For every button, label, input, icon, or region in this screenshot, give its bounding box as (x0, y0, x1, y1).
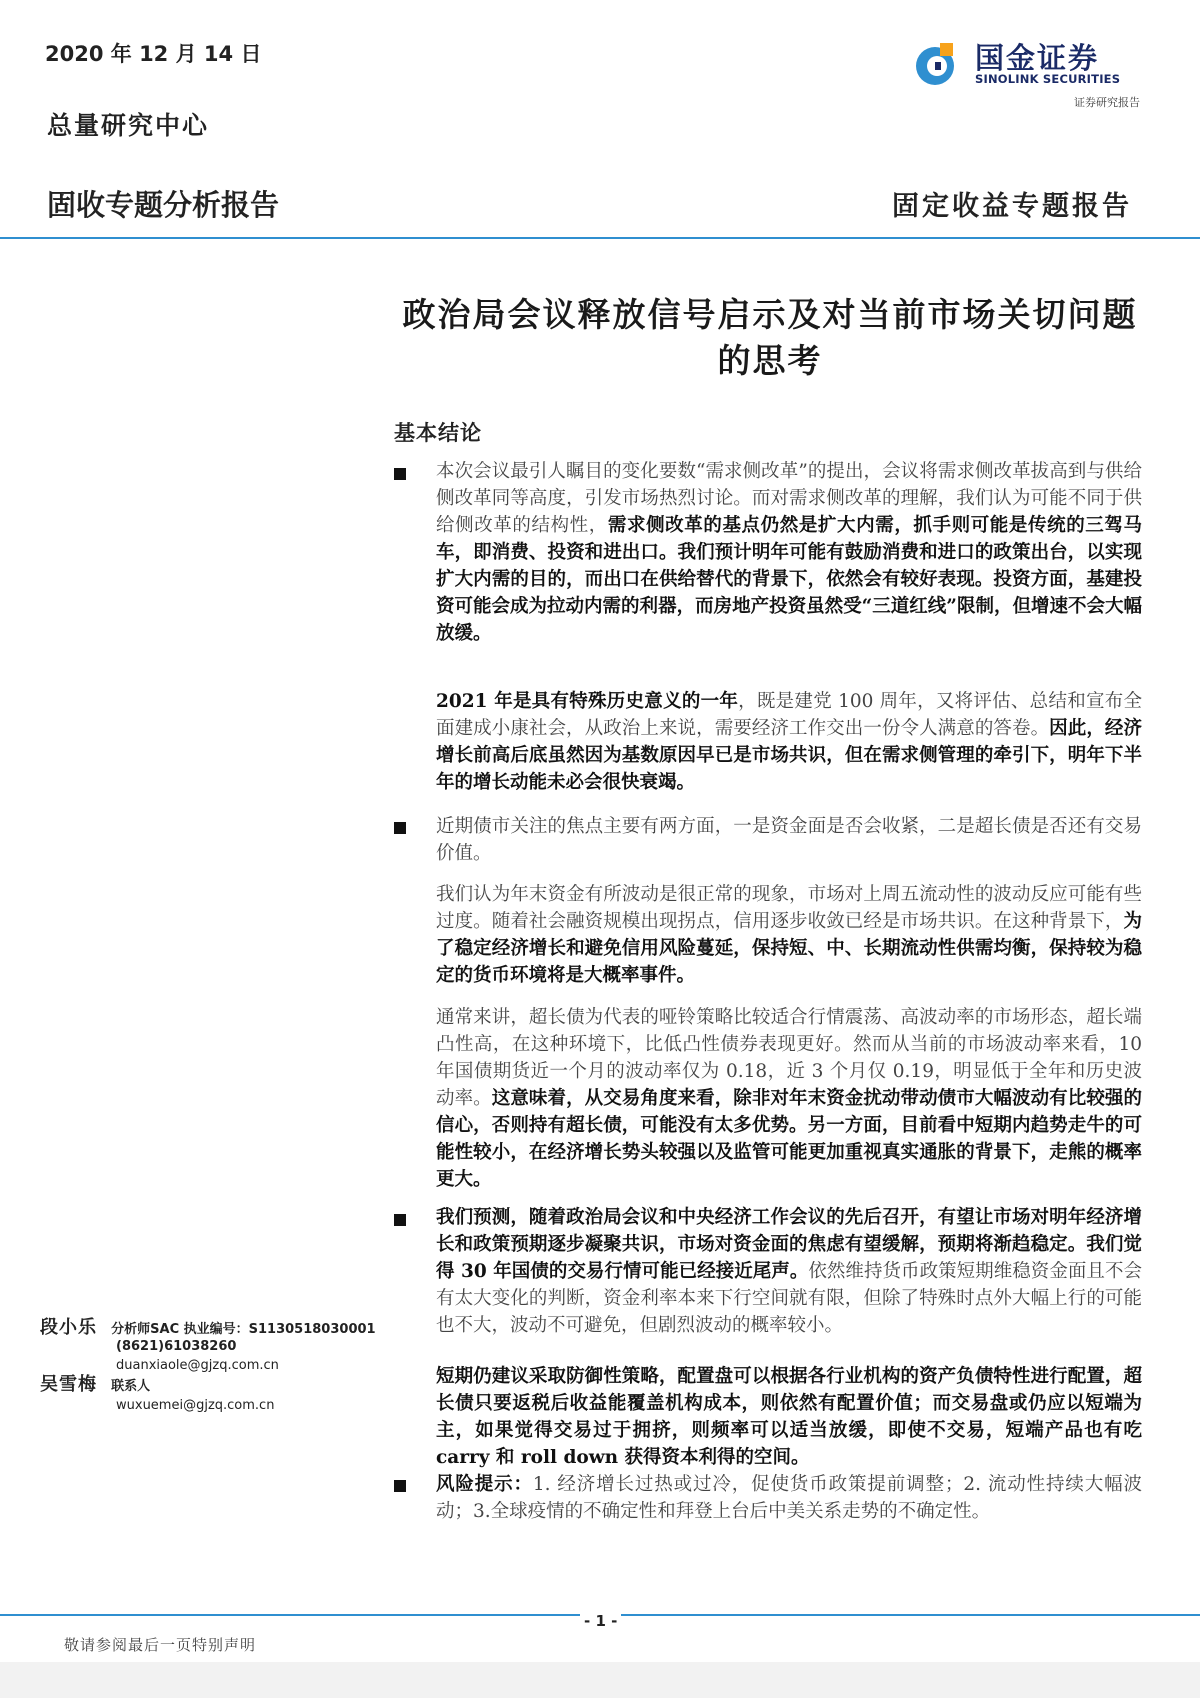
analyst-card (40, 1370, 274, 1413)
text-run: ，既是建党 100 周年，又将评估、总结和宣布全面建成小康社会，从政治上来说，需要经济工作交出一份令人满意的答卷。 (436, 691, 1142, 739)
text-run: 本次会议最引人瞩目的变化要数“需求侧改革”的提出，会议将需求侧改革拔高到与供给侧改革同等高度，引发市场热烈讨论。而对需求侧改革的理解，我们认为可能不同于供给侧改革的结构性， (436, 461, 1142, 536)
analyst-email[interactable]: wuxuemei@gjzq.com.cn (116, 1398, 275, 1413)
analyst-role: 分析师SAC 执业编号：S1130518030001 (111, 1322, 376, 1337)
paragraph (436, 1363, 1142, 1471)
paragraph (436, 688, 1142, 796)
analyst-card (40, 1313, 376, 1373)
bullet-marker (394, 1214, 406, 1226)
bold-text-run: 需求侧改革的基点仍然是扩大内需，抓手则可能是传统的三驾马车，即消费、投资和进出口。我们预计明年可能有鼓励消费和进口的政策出台，以实现扩大内需的目的，而出口在供给替代的背景下，依然会有较好表现。投资方面，基建投资可能会成为拉动内需的利器，而房地产投资虽然受“三道红线”限制，但增速不会大幅放缓。 (436, 515, 1142, 644)
text-run: 1. 经济增长过热或过冷，促使货币政策提前调整；2. 流动性持续大幅波动；3.全球疫情的不确定性和拜登上台后中美关系走势的不确定性。 (436, 1474, 1142, 1522)
report-title: 政治局会议释放信号启示及对当前市场关切问题的思考 (402, 295, 1138, 380)
disclaimer-note: 敬请参阅最后一页特别声明 (64, 1636, 257, 1654)
company-logo (913, 36, 1140, 92)
paragraph (436, 881, 1142, 989)
paragraph (436, 1004, 1142, 1193)
bold-text-run: 短期仍建议采取防御性策略，配置盘可以根据各行业机构的资产负债特性进行配置，超长债只要返税后收益能覆盖机构成本，则依然有配置价值；而交易盘或仍应以短端为主，如果觉得交易过于拥挤，则频率可以适当放缓，即使不交易，短端产品也有吃 carry 和 roll down 获得资本利得的空间。 (436, 1366, 1142, 1468)
bullet-marker (394, 822, 406, 834)
analyst-name: 吴雪梅 (40, 1374, 97, 1395)
report-date: 2020 年 12 月 14 日 (45, 42, 262, 66)
bold-text-run: 2021 年是具有特殊历史意义的一年 (436, 691, 739, 712)
bold-text-run: 这意味着，从交易角度来看，除非对年末资金扰动带动债市大幅波动有比较强的信心，否则持有超长债，可能没有太多优势。另一方面，目前看中短期内趋势走牛的可能性较小，在经济增长势头较强以及监管可能更加重视真实通胀的背景下，走熊的概率更大。 (436, 1088, 1142, 1190)
research-center: 总量研究中心 (47, 111, 210, 140)
paragraph (436, 1471, 1142, 1525)
logo-chinese-text: 国金证券 (975, 41, 1100, 75)
text-run: 依然维持货币政策短期维稳资金面且不会有太大变化的判断，资金利率本来下行空间就有限，但除了特殊时点外大幅上行的可能也不大，波动不可避免，但剧烈波动的概率较小。 (436, 1261, 1142, 1336)
bold-text-run: 风险提示： (436, 1474, 533, 1495)
analyst-name: 段小乐 (40, 1317, 97, 1338)
sinolink-logo-icon (913, 40, 961, 88)
paragraph (436, 458, 1142, 647)
text-run: 近期债市关注的焦点主要有两方面，一是资金面是否会收紧，二是超长债是否还有交易价值。 (436, 816, 1142, 864)
logo-english-text: SINOLINK SECURITIES (975, 72, 1121, 86)
report-type-right: 固定收益专题报告 (892, 191, 1132, 222)
bold-text-run: 我们预测，随着政治局会议和中央经济工作会议的先后召开，有望让市场对明年经济增长和政策预期逐步凝聚共识，市场对资金面的焦虑有望缓解，预期将渐趋稳定。我们觉得 30 年国债的交易行情可能已经接近尾声。 (436, 1207, 1142, 1282)
analyst-role: 联系人 (111, 1379, 151, 1394)
bold-text-run: 为了稳定经济增长和避免信用风险蔓延，保持短、中、长期流动性供需均衡，保持较为稳定的货币环境将是大概率事件。 (436, 911, 1142, 986)
header-divider (0, 237, 1200, 239)
bullet-marker (394, 468, 406, 480)
securities-research-report-label: 证券研究报告 (1074, 96, 1140, 109)
analyst-email[interactable]: duanxiaole@gjzq.com.cn (116, 1358, 279, 1373)
analyst-phone: (8621)61038260 (116, 1339, 237, 1354)
page-number: - 1 - (580, 1612, 621, 1630)
bold-text-run: 因此，经济增长前高后底虽然因为基数原因早已是市场共识，但在需求侧管理的牵引下，明年下半年的增长动能未必会很快衰竭。 (436, 718, 1142, 793)
text-run: 通常来讲，超长债为代表的哑铃策略比较适合行情震荡、高波动率的市场形态，超长端凸性高，在这种环境下，比低凸性债券表现更好。然而从当前的市场波动率来看，10 年国债期货近一个月的波动率仅为 0.18，近 3 个月仅 0.19，明显低于全年和历史波动率。 (436, 1007, 1142, 1109)
paragraph (436, 1204, 1142, 1339)
paragraph (436, 813, 1142, 867)
bullet-marker (394, 1480, 406, 1492)
report-type-left: 固收专题分析报告 (47, 188, 280, 222)
text-run: 我们认为年末资金有所波动是很正常的现象，市场对上周五流动性的波动反应可能有些过度。随着社会融资规模出现拐点，信用逐步收敛已经是市场共识。在这种背景下， (436, 884, 1142, 932)
section-heading: 基本结论 (394, 420, 482, 445)
